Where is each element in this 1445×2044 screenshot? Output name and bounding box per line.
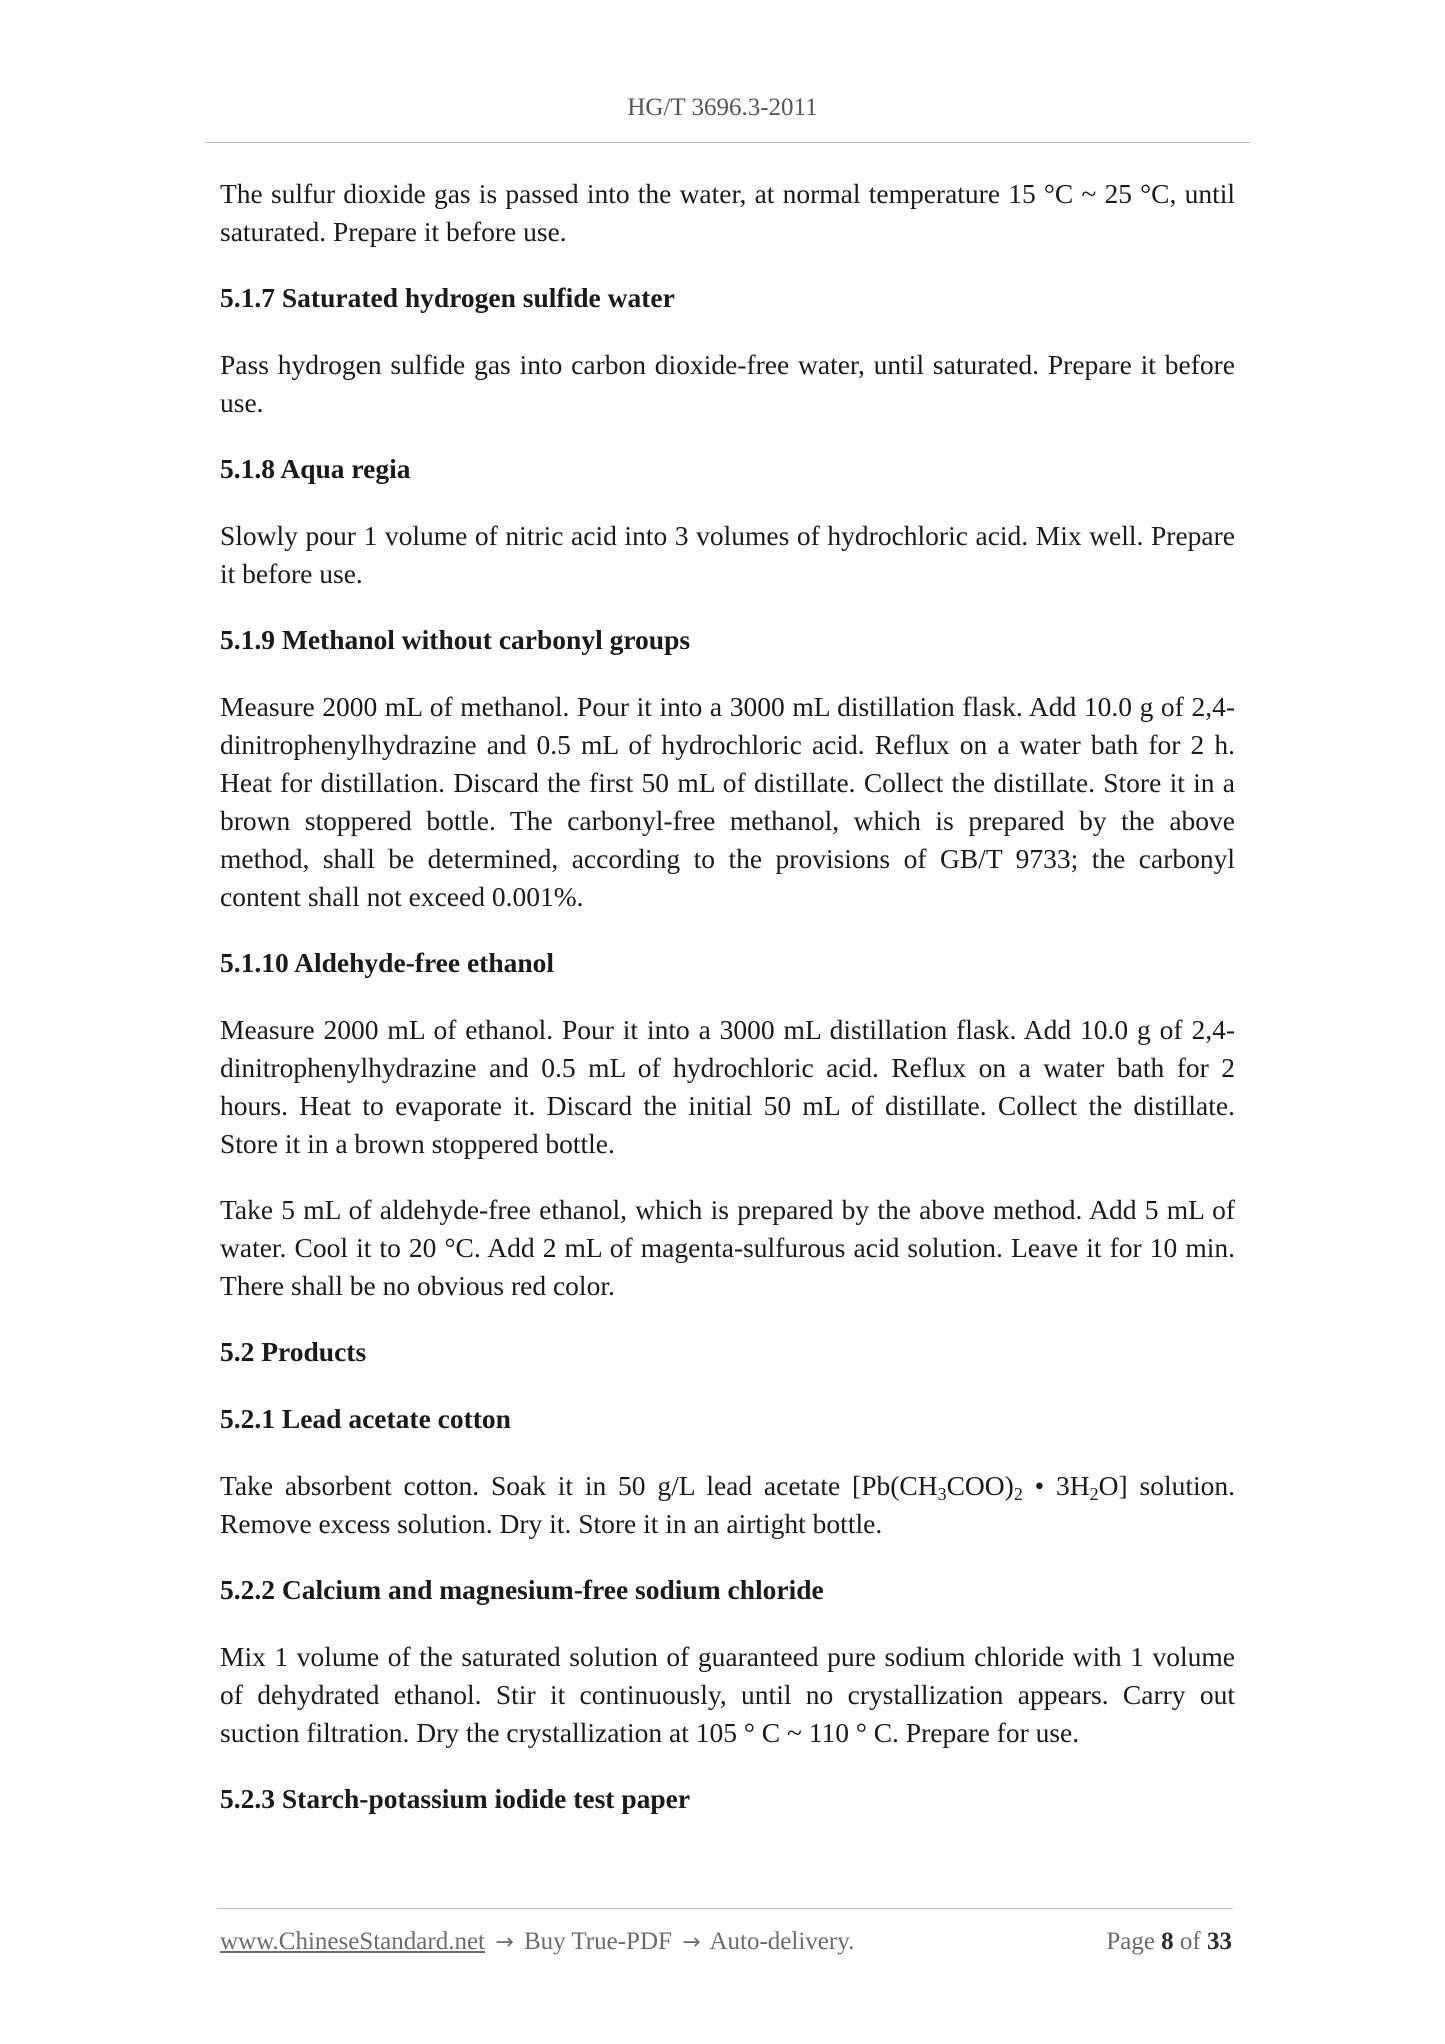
footer-divider	[217, 1908, 1233, 1909]
paragraph: Slowly pour 1 volume of nitric acid into 3 volumes of hydrochloric acid. Mix well. Prepare it before use.	[220, 520, 1235, 589]
arrow-right-icon: →	[495, 1930, 514, 1955]
subscript: 2	[1013, 1484, 1023, 1504]
paragraph: Pass hydrogen sulfide gas into carbon dioxide-free water, until saturated. Prepare it before use.	[220, 349, 1235, 418]
section-heading-5-1-9: 5.1.9 Methanol without carbonyl groups	[220, 624, 691, 655]
section-heading-5-2-2: 5.2.2 Calcium and magnesium-free sodium chloride	[220, 1574, 824, 1605]
paragraph-lead-acetate	[220, 1467, 1235, 1543]
text-run: Take absorbent cotton. Soak it in 50 g/L lead acetate [Pb(CH	[220, 1470, 938, 1501]
of-label: of	[1179, 1928, 1201, 1955]
page-label: Page	[1106, 1928, 1155, 1955]
page-header-title: HG/T 3696.3-2011	[627, 94, 818, 121]
section-heading-5-2-3: 5.2.3 Starch-potassium iodide test paper	[220, 1783, 691, 1814]
page-number	[1106, 1928, 1232, 1956]
header-divider	[205, 142, 1250, 143]
text-run: O] solution. Remove excess solution. Dry it. Store it in an airtight bottle.	[220, 1470, 1235, 1539]
text-run: COO)	[946, 1470, 1014, 1501]
buy-true-pdf-text: Buy True-PDF	[523, 1928, 672, 1955]
subscript: 3	[937, 1484, 947, 1504]
section-heading-5-1-8: 5.1.8 Aqua regia	[220, 453, 411, 484]
footer-left	[220, 1928, 854, 1956]
paragraph: Measure 2000 mL of ethanol. Pour it into a 3000 mL distillation flask. Add 10.0 g of 2,4-dinitrophenylhydrazine and 0.5 mL of hydrochloric acid. Reflux on a water bath for 2 hours. Heat to evaporate it. Discard the initial 50 mL of distillate. Collect the distillate. Store it in a brown stoppered bottle.	[220, 1014, 1235, 1159]
total-pages: 33	[1207, 1928, 1232, 1955]
paragraph: Take 5 mL of aldehyde-free ethanol, which is prepared by the above method. Add 5 mL of water. Cool it to 20 °C. Add 2 mL of magenta-sulfurous acid solution. Leave it for 10 min. There shall be no obvious red color.	[220, 1194, 1235, 1301]
section-heading-5-1-7: 5.1.7 Saturated hydrogen sulfide water	[220, 282, 675, 313]
arrow-right-icon: →	[682, 1930, 701, 1955]
paragraph: Mix 1 volume of the saturated solution of guaranteed pure sodium chloride with 1 volume of dehydrated ethanol. Stir it continuously, until no crystallization appears. Carry out suction filtration. Dry the crystallization at 105 ° C ~ 110 ° C. Prepare for use.	[220, 1641, 1235, 1748]
paragraph: Measure 2000 mL of methanol. Pour it into a 3000 mL distillation flask. Add 10.0 g of 2,4-dinitrophenylhydrazine and 0.5 mL of hydrochloric acid. Reflux on a water bath for 2 h. Heat for distillation. Discard the first 50 mL of distillate. Collect the distillate. Store it in a brown stoppered bottle. The carbonyl-free methanol, which is prepared by the above method, shall be determined, according to the provisions of GB/T 9733; the carbonyl content shall not exceed 0.001%.	[220, 691, 1235, 912]
section-heading-5-2-1: 5.2.1 Lead acetate cotton	[220, 1403, 511, 1434]
page-footer	[220, 1928, 1232, 1964]
section-heading-5-1-10: 5.1.10 Aldehyde-free ethanol	[220, 947, 555, 978]
website-link[interactable]: www.ChineseStandard.net	[220, 1928, 485, 1955]
current-page: 8	[1161, 1928, 1174, 1955]
subscript: 2	[1089, 1484, 1099, 1504]
paragraph: The sulfur dioxide gas is passed into the water, at normal temperature 15 °C ~ 25 °C, until saturated. Prepare it before use.	[220, 178, 1235, 247]
auto-delivery-text: Auto-delivery.	[709, 1928, 855, 1955]
section-heading-5-2: 5.2 Products	[220, 1336, 367, 1367]
text-run: • 3H	[1022, 1470, 1090, 1501]
document-body	[220, 175, 1235, 1847]
